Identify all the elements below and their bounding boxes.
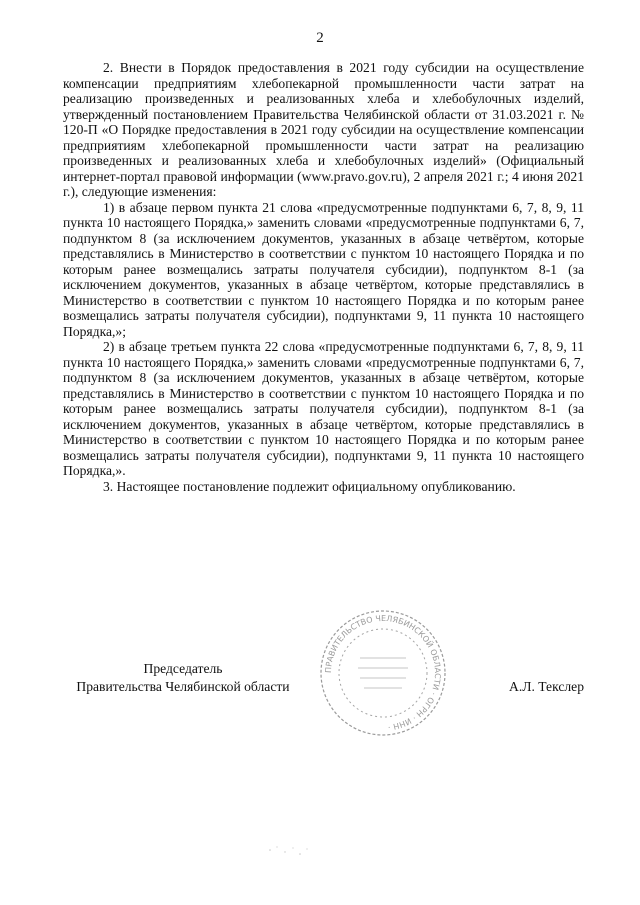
signatory-title (63, 660, 303, 696)
paragraph-item-3: 3. Настоящее постановление подлежит официальному опубликованию. (103, 478, 516, 494)
signatory-title-line-1: Председатель (143, 661, 223, 676)
paragraph-item-2: 2. Внести в Порядок предоставления в 2021 году субсидии на осуществление компенсации предприятиям хлебопекарной промышленности части затрат на реализацию произведенных и реализованных хлеба и хлебобулочных изделий, утвержденный постановлением Правительства Челябинской области от 31.03.2021 г. № 120-П «О Порядке предоставления в 2021 году субсидии на осуществление компенсации предприятиям хлебопекарной промышленности части затрат на реализацию произведенных и реализованных хлеба и хлебобулочных изделий» (Официальный интернет-портал правовой информации (www.pravo.gov.ru), 2 апреля 2021 г.; 4 июня 2021 г.), следующие изменения: (63, 60, 584, 199)
scan-specks (265, 842, 315, 862)
page-number: 2 (316, 30, 324, 46)
signatory-title-line-2: Правительства Челябинской области (76, 679, 290, 694)
paragraph-subitem-2: 2) в абзаце третьем пункта 22 слова «предусмотренные подпунктами 6, 7, 8, 9, 11 пункта 10 настоящего Порядка,» заменить словами «предусмотренные подпунктами 6, 7, подпунктом 8 (за исключением документов, указанных в абзаце четвёртом, которые представлялись в Министерство в соответствии с пунктом 10 настоящего Порядка и по которым ранее возмещались затраты получателя субсидии), подпунктом 8-1 (за исключением документов, указанных в абзаце четвёртом, которые представлялись в Министерство в соответствии с пунктом 10 настоящего Порядка и по которым ранее возмещались затраты получателя субсидии), подпунктами 9, 11 пункта 10 настоящего Порядка,». (63, 339, 584, 478)
svg-text:ПРАВИТЕЛЬСТВО ЧЕЛЯБИНСКОЙ ОБЛА: ПРАВИТЕЛЬСТВО ЧЕЛЯБИНСКОЙ ОБЛАСТИ · ОГРН · ИНН · (323, 613, 443, 732)
document-body (63, 60, 584, 494)
paragraph-subitem-1: 1) в абзаце первом пункта 21 слова «предусмотренные подпунктами 6, 7, 8, 9, 11 пункта 10 настоящего Порядка,» заменить словами «предусмотренные подпунктами 6, 7, подпунктом 8 (за исключением документов, указанных в абзаце четвёртом, которые представлялись в Министерство в соответствии с пунктом 10 настоящего Порядка и по которым ранее возмещались затраты получателя субсидии), подпунктом 8-1 (за исключением документов, указанных в абзаце четвёртом, которые представлялись в Министерство в соответствии с пунктом 10 настоящего Порядка и по которым ранее возмещались затраты получателя субсидии), подпунктами 9, 11 пункта 10 настоящего Порядка,»; (63, 199, 584, 339)
signatory-name: А.Л. Текслер (509, 679, 584, 694)
signature-block (63, 660, 584, 720)
